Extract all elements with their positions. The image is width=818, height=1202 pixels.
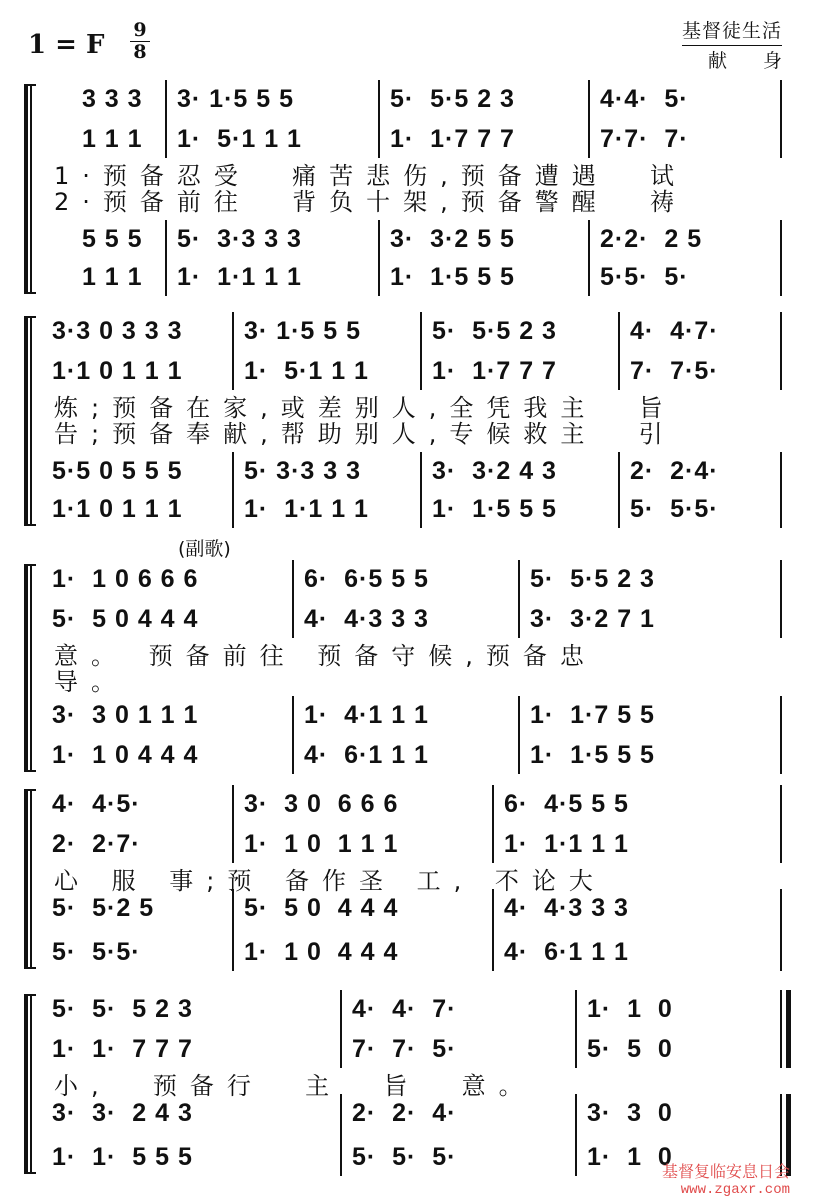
bass-row [0, 490, 800, 528]
alto-row [0, 600, 800, 638]
chorus-label: (副歌) [178, 538, 231, 560]
watermark-line2: www.zgaxr.com [680, 1182, 790, 1198]
bass-measure: 1· 1 0 4 4 4 [52, 741, 199, 769]
tenor-measure: 3· 3 0 [587, 1099, 673, 1127]
system-5 [0, 990, 800, 1178]
alto-row [0, 825, 800, 863]
alto-measure: 1· 1·7 7 7 [432, 357, 557, 385]
tenor-measure: 3· 3 0 1 1 1 [52, 701, 199, 729]
bass-row [0, 933, 800, 971]
soprano-measure: 1· 1 0 [587, 995, 673, 1023]
alto-measure: 7·7· 7· [600, 125, 689, 153]
tenor-measure: 5· 5 0 4 4 4 [244, 894, 399, 922]
tenor-row [0, 220, 800, 258]
lyric-line-2: 2·预备前往 背负十架,预备警醒 祷 [54, 188, 688, 216]
tenor-measure: 3· 3·2 5 5 [390, 225, 515, 253]
soprano-measure: 3 3 3 [74, 85, 143, 113]
hymn-category [681, 16, 818, 73]
bass-measure: 4· 6·1 1 1 [504, 938, 629, 966]
tenor-measure: 3· 3· 2 4 3 [52, 1099, 193, 1127]
bass-measure: 1·1 0 1 1 1 [52, 495, 183, 523]
bass-measure: 1· 1·1 1 1 [177, 263, 302, 291]
tenor-measure: 2· 2· 4· [352, 1099, 457, 1127]
bass-measure: 1· 1·5 5 5 [530, 741, 655, 769]
soprano-measure: 3·3 0 3 3 3 [52, 317, 183, 345]
lyric-line-2: 导。 [54, 668, 128, 696]
alto-measure: 7· 7·5· [630, 357, 719, 385]
time-numerator: 9 [133, 19, 147, 41]
soprano-row [0, 312, 800, 350]
alto-measure: 5· 5 0 [587, 1035, 673, 1063]
bass-row [0, 736, 800, 774]
system-3 [0, 538, 800, 776]
watermark [662, 1162, 790, 1200]
tenor-measure: 5· 5·2 5 [52, 894, 155, 922]
tenor-measure: 5· 3·3 3 3 [177, 225, 302, 253]
soprano-measure: 4· 4· 7· [352, 995, 457, 1023]
alto-measure: 1· 1 0 1 1 1 [244, 830, 399, 858]
bass-measure: 1· 1·5 5 5 [432, 495, 557, 523]
soprano-measure: 6· 6·5 5 5 [304, 565, 429, 593]
soprano-row [0, 785, 800, 823]
soprano-measure: 5· 5·5 2 3 [432, 317, 557, 345]
soprano-measure: 4· 4·5· [52, 790, 141, 818]
alto-measure: 1 1 1 [74, 125, 143, 153]
bass-measure: 1· 1·5 5 5 [390, 263, 515, 291]
soprano-row [0, 560, 800, 598]
bass-measure: 1· 1·1 1 1 [244, 495, 369, 523]
lyric-line-1: 小, 预备行 主 旨 意。 [54, 1072, 536, 1100]
alto-row [0, 352, 800, 390]
alto-measure: 1· 1·7 7 7 [390, 125, 515, 153]
tenor-row [0, 696, 800, 734]
bass-row [0, 258, 800, 296]
tenor-measure: 5· 3·3 3 3 [244, 457, 362, 485]
alto-measure: 1·1 0 1 1 1 [52, 357, 183, 385]
soprano-row [0, 80, 800, 118]
tenor-measure: 4· 4·3 3 3 [504, 894, 629, 922]
alto-measure: 2· 2·7· [52, 830, 141, 858]
alto-measure: 1· 5·1 1 1 [244, 357, 369, 385]
tenor-row [0, 452, 800, 490]
bass-measure: 1· 1· 5 5 5 [52, 1143, 193, 1171]
alto-measure: 7· 7· 5· [352, 1035, 457, 1063]
alto-measure: 1· 5·1 1 1 [177, 125, 302, 153]
bass-measure: 1· 1 0 [587, 1143, 673, 1171]
bass-measure: 5· 5· 5· [352, 1143, 457, 1171]
tenor-measure: 5 5 5 [74, 225, 143, 253]
lyric-line-1: 炼;预备在家,或差别人,全凭我主 旨 [54, 394, 676, 422]
system-2 [0, 312, 800, 530]
soprano-measure: 3· 1·5 5 5 [244, 317, 362, 345]
bass-measure: 5· 5·5· [630, 495, 719, 523]
alto-measure: 3· 3·2 7 1 [530, 605, 655, 633]
soprano-measure: 5· 5·5 2 3 [530, 565, 655, 593]
soprano-measure: 3· 3 0 6 6 6 [244, 790, 399, 818]
soprano-row [0, 990, 800, 1028]
system-4 [0, 785, 800, 973]
time-denominator: 8 [133, 41, 147, 63]
category-title: 献身 [707, 50, 818, 72]
bass-measure: 1 1 1 [74, 263, 143, 291]
tenor-measure: 2·2· 2 5 [600, 225, 703, 253]
tenor-measure: 5·5 0 5 5 5 [52, 457, 183, 485]
bass-measure: 1· 1 0 4 4 4 [244, 938, 399, 966]
bass-measure: 5· 5·5· [52, 938, 141, 966]
time-signature [128, 20, 152, 63]
alto-measure: 5· 5 0 4 4 4 [52, 605, 199, 633]
book-title: 基督徒生活 [682, 16, 782, 46]
lyric-line-1: 心 服 事;预 备作圣 工, 不论大 [54, 867, 606, 895]
lyric-line-1: 意。 预备前往 预备守候,预备忠 [54, 642, 597, 670]
watermark-line1: 基督复临安息日会 [661, 1162, 790, 1181]
soprano-measure: 3· 1·5 5 5 [177, 85, 295, 113]
system-1 [0, 80, 800, 298]
tenor-measure: 1· 1·7 5 5 [530, 701, 655, 729]
soprano-measure: 4· 4·7· [630, 317, 719, 345]
key-signature: 1 = F [28, 30, 105, 60]
lyric-line-2: 告;预备奉献,帮助别人,专候救主 引 [54, 420, 676, 448]
alto-row [0, 1030, 800, 1068]
tenor-measure: 3· 3·2 4 3 [432, 457, 557, 485]
bass-measure: 5·5· 5· [600, 263, 689, 291]
lyric-line-1: 1·预备忍受 痛苦悲伤,预备遭遇 试 [54, 162, 688, 190]
soprano-measure: 5· 5· 5 2 3 [52, 995, 193, 1023]
soprano-measure: 5· 5·5 2 3 [390, 85, 515, 113]
alto-measure: 4· 4·3 3 3 [304, 605, 429, 633]
soprano-measure: 6· 4·5 5 5 [504, 790, 629, 818]
tenor-measure: 1· 4·1 1 1 [304, 701, 429, 729]
soprano-measure: 4·4· 5· [600, 85, 689, 113]
alto-measure: 1· 1· 7 7 7 [52, 1035, 193, 1063]
soprano-measure: 1· 1 0 6 6 6 [52, 565, 199, 593]
bass-measure: 4· 6·1 1 1 [304, 741, 429, 769]
tenor-measure: 2· 2·4· [630, 457, 719, 485]
alto-row [0, 120, 800, 158]
alto-measure: 1· 1·1 1 1 [504, 830, 629, 858]
